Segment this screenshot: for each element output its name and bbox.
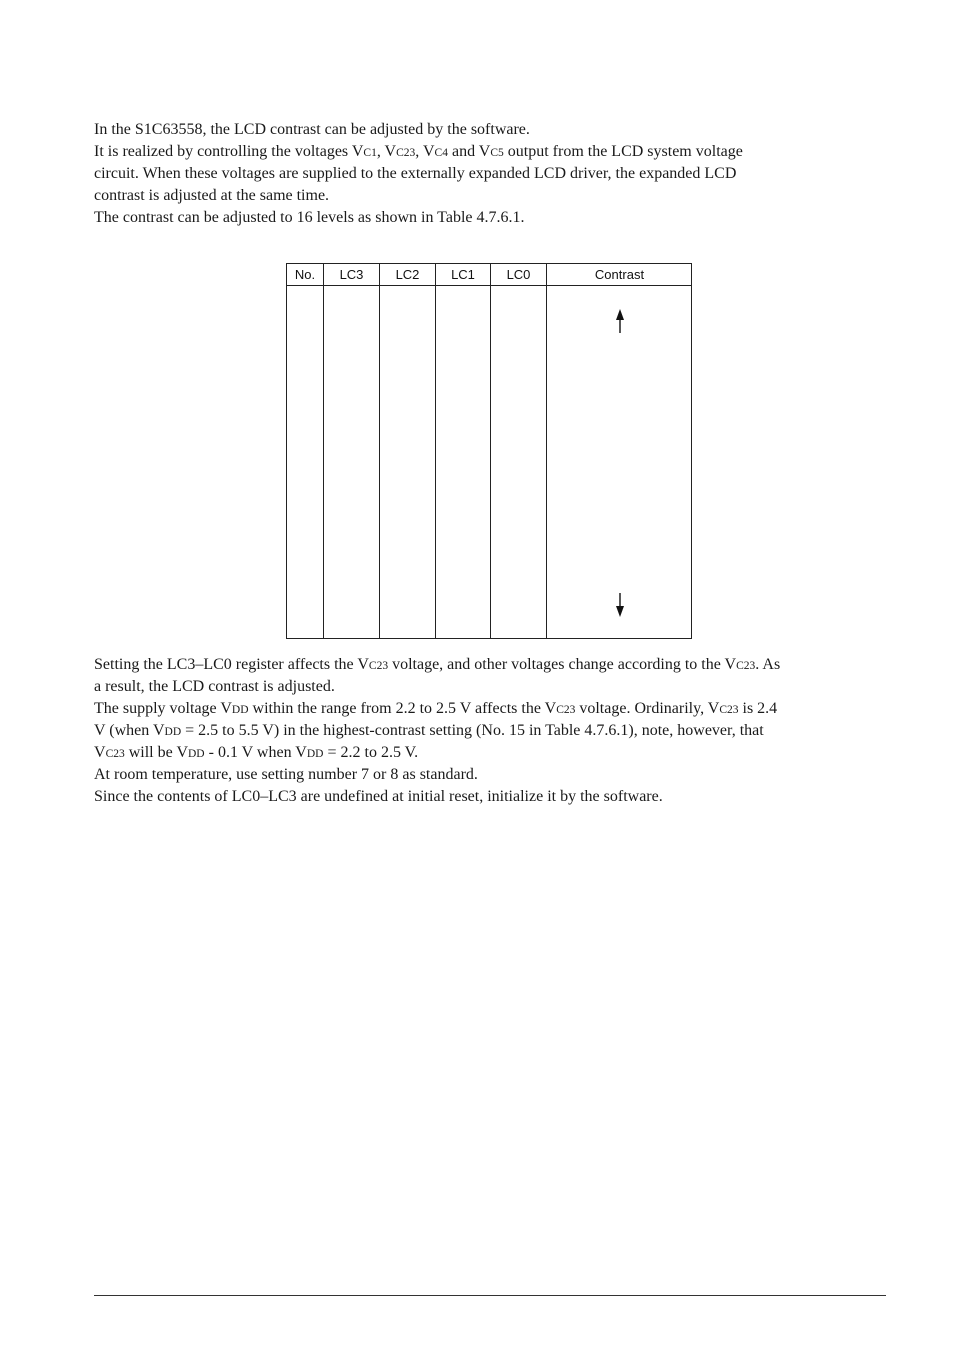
- intro-line-5: The contrast can be adjusted to 16 levels as shown in Table 4.7.6.1.: [94, 209, 525, 226]
- column-divider: [435, 264, 436, 638]
- header-lc1: LC1: [451, 267, 475, 282]
- header-lc0: LC0: [506, 267, 531, 282]
- body-paragraphs: [94, 654, 894, 808]
- column-divider: [323, 264, 324, 638]
- arrow-up-icon: [613, 308, 627, 334]
- arrow-down-icon: [613, 592, 627, 618]
- contrast-table: [286, 263, 692, 639]
- header-lc3: LC3: [339, 267, 364, 282]
- intro-line-3: circuit. When these voltages are supplied to the externally expanded LCD driver, the expanded LCD: [94, 165, 737, 182]
- body-line-5: VC23 will be VDD - 0.1 V when VDD = 2.2 to 2.5 V.: [94, 744, 419, 761]
- intro-paragraph: [94, 119, 894, 229]
- column-divider: [379, 264, 380, 638]
- header-lc2: LC2: [395, 267, 420, 282]
- intro-line-1: In the S1C63558, the LCD contrast can be adjusted by the software.: [94, 121, 530, 138]
- body-line-7: Since the contents of LC0–LC3 are undefined at initial reset, initialize it by the software.: [94, 788, 663, 805]
- header-no: No.: [294, 267, 316, 282]
- intro-line-2: It is realized by controlling the voltages VC1, VC23, VC4 and VC5 output from the LCD system voltage: [94, 143, 743, 160]
- column-divider: [490, 264, 491, 638]
- body-line-4: V (when VDD = 2.5 to 5.5 V) in the highest-contrast setting (No. 15 in Table 4.7.6.1), note, however, that: [94, 722, 764, 739]
- footer-rule: [94, 1295, 886, 1296]
- header-contrast: Contrast: [594, 267, 645, 282]
- intro-line-4: contrast is adjusted at the same time.: [94, 187, 330, 204]
- body-line-6: At room temperature, use setting number 7 or 8 as standard.: [94, 766, 478, 783]
- column-divider: [546, 264, 547, 638]
- body-line-3: The supply voltage VDD within the range from 2.2 to 2.5 V affects the VC23 voltage. Ordinarily, VC23 is 2.4: [94, 700, 778, 717]
- body-line-2: a result, the LCD contrast is adjusted.: [94, 678, 335, 695]
- table-header-row: [287, 264, 691, 286]
- body-line-1: Setting the LC3–LC0 register affects the VC23 voltage, and other voltages change according to the VC23. As: [94, 656, 781, 673]
